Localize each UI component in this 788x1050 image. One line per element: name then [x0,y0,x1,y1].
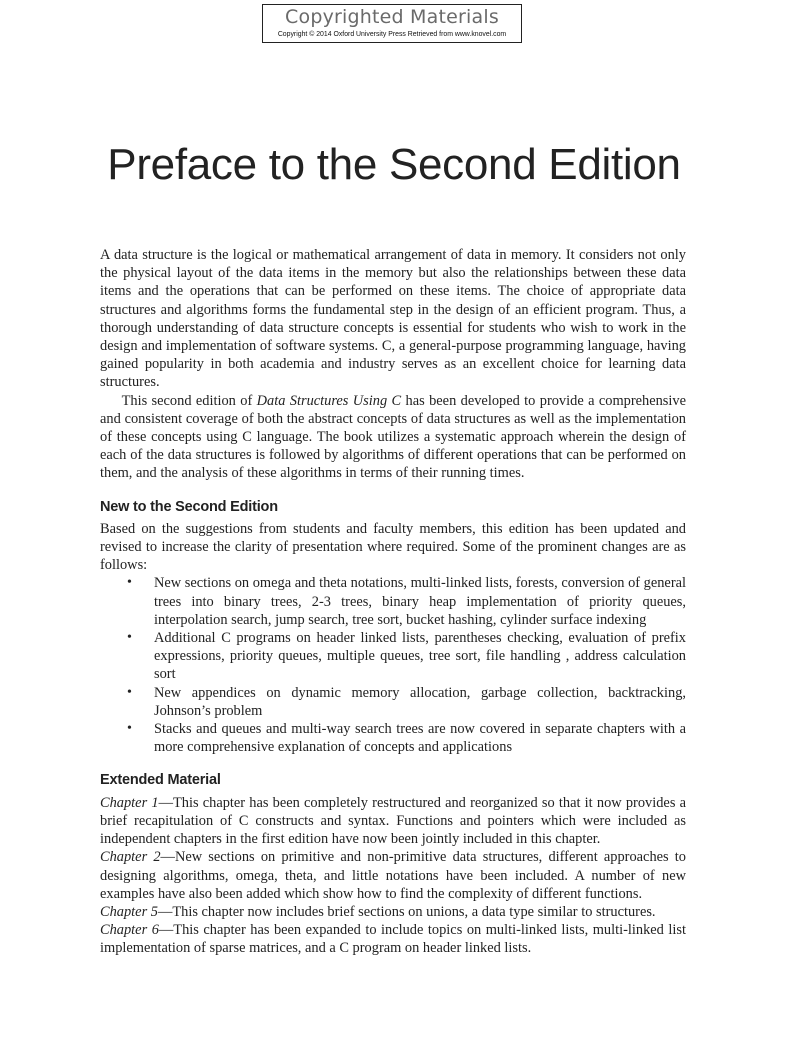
list-item [100,684,686,720]
section-heading-new: New to the Second Edition [100,498,278,515]
chapter-label: Chapter 6 [100,922,159,939]
bullet-icon: • [127,575,132,591]
chapter-entry-6 [100,921,686,957]
list-item-text: New appendices on dynamic memory allocation, garbage collection, backtracking, Johnson’s problem [154,684,686,719]
section-heading-extended: Extended Material [100,772,221,789]
new-section-intro: Based on the suggestions from students and faculty members, this edition has been updated and revised to increase the clarity of presentation where required. Some of the prominent changes are as follows: [100,520,686,574]
bullet-icon: • [127,721,132,737]
chapter-entry-2 [100,848,686,903]
stamp-copyright-line: Copyright © 2014 Oxford University Press Retrieved from www.knovel.com [277,31,507,38]
chapter-text: —This chapter now includes brief sections on unions, a data type similar to structures. [157,903,656,920]
chapter-entry-5 [100,903,686,921]
paragraph2-lead: This second edition of [121,392,257,409]
list-item [100,574,686,629]
intro-paragraph-2 [100,392,686,483]
copyright-stamp [262,4,522,43]
bullet-icon: • [127,630,132,646]
list-item-text: Additional C programs on header linked lists, parentheses checking, evaluation of prefix expressions, priority queues, multiple queues, tree sort, file handling , address calculation sort [154,630,686,683]
list-item [100,629,686,684]
page-title: Preface to the Second Edition [107,140,681,189]
chapter-text: —This chapter has been expanded to include topics on multi-linked lists, multi-linked list implementation of sparse matrices, and a C program on header linked lists. [100,922,686,957]
chapter-entry-1 [100,794,686,849]
bullet-icon: • [127,684,132,700]
chapter-text: —This chapter has been completely restructured and reorganized so that it now provides a brief recapitulation of C constructs and syntax. Functions and pointers which were included as independent chapters in the first edition have now been jointly included in this chapter. [100,794,687,848]
chapter-label: Chapter 1 [100,794,159,811]
stamp-title: Copyrighted Materials [285,6,499,28]
list-item-text: New sections on omega and theta notations, multi-linked lists, forests, conversion of general trees into binary trees, 2-3 trees, binary heap implementation of priority queues, interpolation search, jump search, tree sort, bucket hashing, cylinder surface indexing [154,575,686,628]
chapter-label: Chapter 5 [100,903,158,920]
changes-list [100,574,686,756]
chapter-text: —New sections on primitive and non-primitive data structures, different approaches to designing algorithms, omega, theta, and little notations have been included. A number of new examples have also been added which show how to find the complexity of different functions. [100,849,686,902]
intro-paragraph-1: A data structure is the logical or mathematical arrangement of data in memory. It considers not only the physical layout of the data items in the memory but also the relationships between these data items and the operations that can be performed on these items. The choice of appropriate data structures and algorithms forms the fundamental step in the design of an efficient program. Thus, a thorough understanding of data structure concepts is essential for students who wish to work in the design and implementation of software systems. C, a general-purpose programming language, having gained popularity in both academia and industry serves as an excellent choice for learning data structures. [100,247,686,391]
list-item [100,720,686,756]
book-title: Data Structures Using C [256,392,402,409]
preface-body [100,246,686,958]
list-item-text: Stacks and queues and multi-way search trees are now covered in separate chapters with a more comprehensive explanation of concepts and applications [154,721,686,756]
chapter-label: Chapter 2 [100,849,161,866]
paragraph2-rest: has been developed to provide a comprehensive and consistent coverage of both the abstract concepts of data structures as well as the implementation of these concepts using C language. The book utilizes a systematic approach wherein the design of each of the data structures is followed by algorithms of different operations that can be performed on them, and the analysis of these algorithms in terms of their running times. [100,392,686,482]
